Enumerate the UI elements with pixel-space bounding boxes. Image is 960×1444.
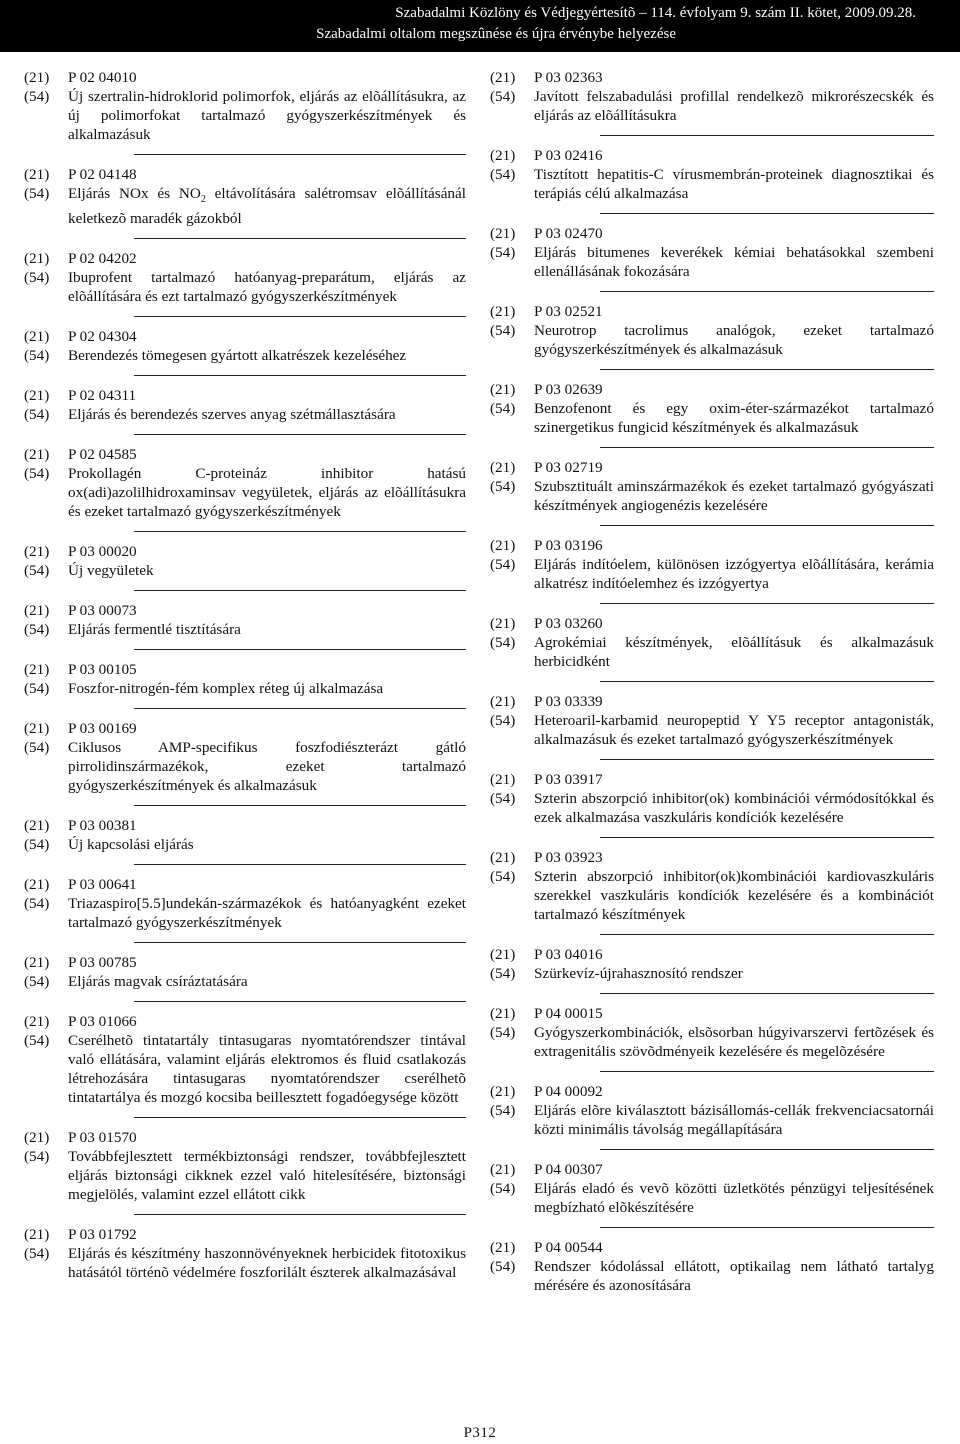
title-row (24, 464, 466, 521)
application-number-row (24, 816, 466, 835)
application-number-row (24, 165, 466, 184)
entry-separator (134, 590, 466, 591)
application-number: P 03 01066 (68, 1013, 137, 1031)
application-number-row (24, 719, 466, 738)
application-number-row (24, 249, 466, 268)
title-row (490, 165, 934, 203)
title-row (490, 633, 934, 671)
application-number-row (24, 601, 466, 620)
application-number: P 02 04304 (68, 328, 137, 346)
code-54: (54) (490, 790, 516, 807)
entry-separator (134, 1214, 466, 1215)
entry-separator (600, 837, 934, 838)
patent-entry (490, 380, 934, 437)
application-number-row (490, 380, 934, 399)
application-number-row (24, 542, 466, 561)
patent-entry (24, 249, 466, 306)
code-54: (54) (24, 406, 50, 424)
application-number-row (490, 224, 934, 243)
entry-separator (134, 375, 466, 376)
patent-entry (24, 719, 466, 795)
patent-entry (24, 165, 466, 228)
title-row (24, 620, 466, 639)
code-21: (21) (24, 602, 50, 620)
title-row (490, 1257, 934, 1295)
application-number: P 04 00307 (534, 1161, 603, 1178)
patent-entry (24, 660, 466, 698)
title-row (490, 964, 934, 983)
code-21: (21) (24, 1013, 50, 1031)
entry-separator (600, 369, 934, 370)
code-21: (21) (24, 817, 50, 835)
code-54: (54) (490, 868, 516, 885)
title-row (490, 243, 934, 281)
title-row (24, 972, 466, 991)
entry-separator (600, 213, 934, 214)
application-number-row (24, 660, 466, 679)
code-21: (21) (24, 166, 50, 183)
application-number-row (490, 458, 934, 477)
patent-entry (490, 68, 934, 125)
code-21: (21) (24, 1226, 50, 1244)
application-number: P 02 04202 (68, 250, 137, 268)
application-number-row (24, 386, 466, 405)
code-21: (21) (24, 543, 50, 561)
title-row (24, 1031, 466, 1107)
patent-title: Rendszer kódolással ellátott, optikailag nem látható tartalyg mérésére és azonosítására (534, 1258, 934, 1294)
patent-entry (24, 1128, 466, 1204)
application-number: P 03 00169 (68, 720, 137, 738)
application-number: P 03 00641 (68, 876, 137, 894)
application-number-row (24, 68, 466, 87)
patent-entry (24, 1225, 466, 1282)
right-column (490, 68, 934, 1295)
entry-separator (600, 1227, 934, 1228)
code-21: (21) (24, 876, 50, 894)
code-21: (21) (490, 225, 516, 242)
code-54: (54) (490, 88, 516, 105)
entry-separator (134, 434, 466, 435)
application-number: P 03 02639 (534, 381, 603, 398)
code-21: (21) (24, 387, 50, 405)
entry-separator (600, 1149, 934, 1150)
application-number-row (490, 614, 934, 633)
patent-entry (24, 953, 466, 991)
code-21: (21) (490, 147, 516, 164)
title-row (490, 399, 934, 437)
patent-title: Tisztított hepatitis-C vírusmembrán-proteinek diagnosztikai és terápiás célú alkalmazása (534, 166, 934, 202)
entry-separator (600, 934, 934, 935)
title-row (490, 867, 934, 924)
code-54: (54) (24, 621, 50, 639)
patent-entry (24, 601, 466, 639)
application-number: P 03 00381 (68, 817, 137, 835)
patent-entry (24, 445, 466, 521)
left-column (24, 68, 466, 1282)
patent-title: Szubsztituált aminszármazékok és ezeket tartalmazó gyógyászati készítmények angiogenézis kezelésére (534, 478, 934, 514)
entry-separator (600, 603, 934, 604)
patent-title: Szterin abszorpció inhibitor(ok)kombinációi kardiovaszkuláris szerekkel vaszkuláris kondíciók kezelésére és a kombinációt tartalmazó készítmények (534, 868, 934, 923)
journal-title: Szabadalmi Közlöny és Védjegyértesítõ – 114. évfolyam 9. szám II. kötet, 2009.09.28. (395, 5, 916, 21)
code-54: (54) (24, 973, 50, 991)
application-number: P 03 03196 (534, 537, 603, 554)
entry-separator (134, 531, 466, 532)
code-54: (54) (490, 1102, 516, 1119)
application-number-row (24, 1128, 466, 1147)
patent-entry (24, 1012, 466, 1107)
title-row (490, 1023, 934, 1061)
page-number: P312 (463, 1425, 497, 1441)
entry-separator (600, 681, 934, 682)
patent-entry (490, 302, 934, 359)
code-54: (54) (24, 1245, 50, 1263)
code-21: (21) (24, 954, 50, 972)
title-row (490, 555, 934, 593)
patent-title: Javított felszabadulási profillal rendelkezõ mikrorészecskék és eljárás az elõállításukra (534, 88, 934, 124)
title-row (490, 321, 934, 359)
application-number-row (490, 770, 934, 789)
entry-separator (600, 525, 934, 526)
application-number: P 02 04585 (68, 446, 137, 464)
code-54: (54) (24, 680, 50, 698)
code-21: (21) (24, 661, 50, 679)
patent-title: Eljárás magvak csíráztatására (68, 973, 248, 991)
application-number: P 03 03260 (534, 615, 603, 632)
patent-entry (490, 146, 934, 203)
title-row (24, 1147, 466, 1204)
patent-title: Eljárás fermentlé tisztítására (68, 621, 241, 639)
patent-title: Eljárás NOx és $NO_2$ eltávolítására salétromsav elõállításánál keletkezõ maradék gázokból (68, 185, 466, 228)
code-21: (21) (490, 303, 516, 320)
application-number-row (24, 1012, 466, 1031)
patent-title: Heteroaril-karbamid neuropeptid Y Y5 receptor antagonisták, alkalmazásuk és ezeket tartalmazó gyógyszerkészítmények (534, 712, 934, 748)
patent-entry (490, 1004, 934, 1061)
title-row (24, 346, 466, 365)
application-number: P 04 00015 (534, 1005, 603, 1022)
application-number-row (490, 146, 934, 165)
application-number: P 03 02521 (534, 303, 603, 320)
entry-separator (600, 447, 934, 448)
code-21: (21) (490, 946, 516, 963)
title-row (24, 894, 466, 932)
application-number-row (490, 692, 934, 711)
title-row (24, 87, 466, 144)
application-number: P 03 01792 (68, 1226, 137, 1244)
application-number: P 03 03339 (534, 693, 603, 710)
code-21: (21) (490, 771, 516, 788)
code-21: (21) (24, 446, 50, 464)
code-54: (54) (24, 465, 50, 483)
entry-separator (134, 154, 466, 155)
application-number: P 03 04016 (534, 946, 603, 963)
patent-title: Szterin abszorpció inhibitor(ok) kombinációi vérmódosítókkal és ezek alkalmazása vaszkuláris kondíciók kezelésére (534, 790, 934, 826)
patent-title: Eljárás eladó és vevõ közötti üzletkötés pénzügyi teljesítésének megbízható elõkészítésére (534, 1180, 934, 1216)
title-row (24, 405, 466, 424)
patent-title: Eljárás bitumenes keverékek kémiai behatásokkal szembeni ellenállásának fokozására (534, 244, 934, 280)
code-21: (21) (490, 1005, 516, 1022)
title-row (490, 1179, 934, 1217)
patent-entry (490, 1238, 934, 1295)
application-number-row (24, 875, 466, 894)
application-number: P 03 02719 (534, 459, 603, 476)
application-number-row (490, 945, 934, 964)
patent-title: Triazaspiro[5.5]undekán-származékok és hatóanyagként ezeket tartalmazó gyógyszerkészítmények (68, 895, 466, 932)
code-54: (54) (490, 478, 516, 495)
patent-title: Eljárás elõre kiválasztott bázisállomás-cellák frekvenciacsatornái közti minimális távolság megállapítására (534, 1102, 934, 1138)
application-number: P 02 04010 (68, 69, 137, 86)
title-row (490, 711, 934, 749)
patent-title: Ciklusos AMP-specifikus foszfodiészterázt gátló pirrolidinszármazékok, ezeket tartalmazó gyógyszerkészítmények és alkalmazásuk (68, 739, 466, 795)
code-21: (21) (490, 1083, 516, 1100)
code-21: (21) (490, 1239, 516, 1256)
page-header (0, 0, 960, 52)
patent-title: Gyógyszerkombinációk, elsõsorban húgyivarszervi fertõzések és extragenitális szövõdményeik kezelésére és megelõzésére (534, 1024, 934, 1060)
entry-separator (134, 1001, 466, 1002)
title-row (24, 268, 466, 306)
code-54: (54) (24, 562, 50, 580)
patent-title: Eljárás és berendezés szerves anyag szétmállasztására (68, 406, 396, 424)
code-21: (21) (24, 720, 50, 738)
patent-entry (24, 542, 466, 580)
entry-separator (600, 993, 934, 994)
patent-title: Eljárás és készítmény haszonnövényeknek herbicidek fitotoxikus hatásától történõ védelmére foszforilált észterek alkalmazásával (68, 1245, 466, 1282)
title-row (24, 738, 466, 795)
application-number-row (490, 536, 934, 555)
patent-entry (490, 848, 934, 924)
application-number-row (490, 1004, 934, 1023)
patent-entry (490, 945, 934, 983)
entry-separator (134, 649, 466, 650)
patent-title: Cserélhetõ tintatartály tintasugaras nyomtatórendszer tintával való ellátására, valamint eljárás elektromos és fluid csatlakozás létrehozására tintasugaras nyomtatórendszer cserélhetõ tintatartálya és mozgó kocsiba beillesztett fogadóegysége között (68, 1032, 466, 1107)
patent-entry (24, 875, 466, 932)
code-54: (54) (490, 1024, 516, 1041)
patent-entry (490, 692, 934, 749)
patent-entry (24, 68, 466, 144)
application-number: P 03 00105 (68, 661, 137, 679)
code-21: (21) (24, 1129, 50, 1147)
patent-title: Prokollagén C-proteináz inhibitor hatású ox(adi)azolilhidroxaminsav vegyületek, eljárás az elõállításukra és ezeket tartalmazó gyógyszerkészítmények (68, 465, 466, 521)
patent-entry (490, 1160, 934, 1217)
application-number-row (24, 445, 466, 464)
code-21: (21) (490, 381, 516, 398)
patent-entry (490, 1082, 934, 1139)
code-21: (21) (490, 693, 516, 710)
title-row (490, 1101, 934, 1139)
patent-title: Benzofenont és egy oxim-éter-származékot tartalmazó szinergetikus fungicid készítmények és alkalmazásuk (534, 400, 934, 436)
patent-title: Berendezés tömegesen gyártott alkatrészek kezeléséhez (68, 347, 407, 365)
patent-entry (490, 536, 934, 593)
application-number: P 03 03923 (534, 849, 603, 866)
code-54: (54) (24, 185, 50, 202)
title-row (490, 789, 934, 827)
patent-entry (490, 614, 934, 671)
patent-entry (24, 386, 466, 424)
code-54: (54) (490, 322, 516, 339)
code-54: (54) (490, 166, 516, 183)
application-number-row (24, 327, 466, 346)
code-21: (21) (490, 615, 516, 632)
entry-separator (134, 1117, 466, 1118)
application-number: P 03 01570 (68, 1129, 137, 1147)
application-number: P 03 02416 (534, 147, 603, 164)
patent-entry (490, 224, 934, 281)
code-54: (54) (490, 1180, 516, 1197)
patent-title: Új vegyületek (68, 562, 154, 580)
code-54: (54) (24, 269, 50, 287)
patent-entry (490, 458, 934, 515)
entry-separator (600, 135, 934, 136)
code-54: (54) (490, 634, 516, 651)
application-number: P 02 04148 (68, 166, 137, 183)
patent-title: Agrokémiai készítmények, elõállításuk és alkalmazásuk herbicidként (534, 634, 934, 670)
application-number: P 03 02470 (534, 225, 603, 242)
entry-separator (600, 291, 934, 292)
patent-title: Eljárás indítóelem, különösen izzógyertya elõállítására, kerámia alkatrész indítóelemhez és izzógyertya (534, 556, 934, 592)
code-54: (54) (490, 244, 516, 261)
code-54: (54) (24, 1148, 50, 1166)
code-54: (54) (490, 400, 516, 417)
application-number-row (24, 1225, 466, 1244)
entry-separator (134, 942, 466, 943)
patent-title: Neurotrop tacrolimus analógok, ezeket tartalmazó gyógyszerkészítmények és alkalmazásuk (534, 322, 934, 358)
entry-separator (134, 708, 466, 709)
code-21: (21) (24, 250, 50, 268)
code-21: (21) (490, 1161, 516, 1178)
patent-entry (490, 770, 934, 827)
patent-title: Ibuprofent tartalmazó hatóanyag-preparátum, eljárás az elõállítására és ezt tartalmazó gyógyszerkészítmények (68, 269, 466, 306)
application-number: P 03 02363 (534, 69, 603, 86)
code-54: (54) (490, 965, 516, 982)
entry-separator (600, 1071, 934, 1072)
application-number-row (24, 953, 466, 972)
title-row (24, 561, 466, 580)
title-row (24, 184, 466, 228)
entry-separator (134, 864, 466, 865)
code-21: (21) (490, 69, 516, 86)
code-21: (21) (490, 849, 516, 866)
application-number: P 03 00073 (68, 602, 137, 620)
code-54: (54) (24, 1032, 50, 1050)
patent-entry (24, 327, 466, 365)
application-number: P 02 04311 (68, 387, 137, 405)
application-number-row (490, 1082, 934, 1101)
code-54: (54) (24, 739, 50, 757)
patent-title: Új szertralin-hidroklorid polimorfok, eljárás az elõállításukra, az új polimorfokat tartalmazó gyógyszerkészítmények és alkalmazásuk (68, 88, 466, 143)
patent-entry (24, 816, 466, 854)
entry-separator (134, 805, 466, 806)
code-21: (21) (24, 69, 50, 86)
patent-title: Foszfor-nitrogén-fém komplex réteg új alkalmazása (68, 680, 384, 698)
application-number-row (490, 68, 934, 87)
code-21: (21) (24, 328, 50, 346)
application-number: P 03 03917 (534, 771, 603, 788)
application-number: P 03 00020 (68, 543, 137, 561)
code-54: (54) (490, 556, 516, 573)
application-number-row (490, 1238, 934, 1257)
patent-title: Szürkevíz-újrahasznosító rendszer (534, 965, 743, 982)
code-54: (54) (24, 88, 50, 105)
code-21: (21) (490, 459, 516, 476)
application-number-row (490, 848, 934, 867)
title-row (24, 1244, 466, 1282)
patent-title: Továbbfejlesztett termékbiztonsági rendszer, továbbfejlesztett eljárás biztonsági cikknek ezzel való hitelesítésére, biztonsági megjelölés, valamint ezzel ellátott cikk (68, 1148, 466, 1204)
entry-separator (600, 759, 934, 760)
application-number: P 04 00092 (534, 1083, 603, 1100)
code-54: (54) (490, 712, 516, 729)
application-number: P 04 00544 (534, 1239, 603, 1256)
title-row (490, 87, 934, 125)
code-54: (54) (24, 347, 50, 365)
patent-title: Új kapcsolási eljárás (68, 836, 194, 854)
code-54: (54) (490, 1258, 516, 1275)
code-54: (54) (24, 836, 50, 854)
title-row (24, 835, 466, 854)
title-row (490, 477, 934, 515)
code-54: (54) (24, 895, 50, 913)
entry-separator (134, 316, 466, 317)
section-title: Szabadalmi oltalom megszûnése és újra érvénybe helyezése (316, 26, 676, 42)
application-number-row (490, 302, 934, 321)
entry-separator (134, 238, 466, 239)
application-number-row (490, 1160, 934, 1179)
application-number: P 03 00785 (68, 954, 137, 972)
code-21: (21) (490, 537, 516, 554)
title-row (24, 679, 466, 698)
